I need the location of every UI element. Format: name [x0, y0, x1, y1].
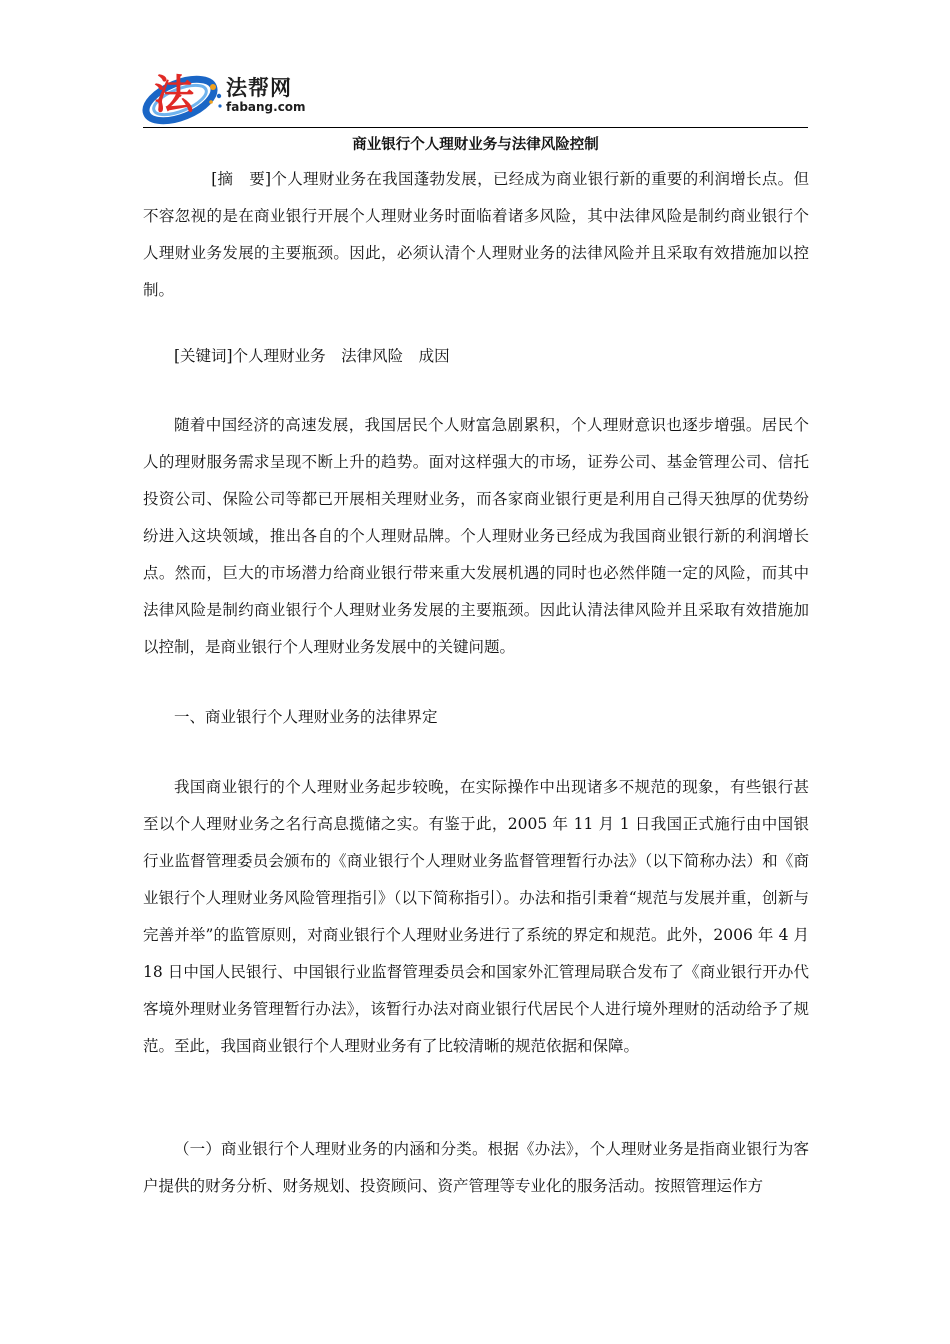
- keywords-paragraph: [关键词]个人理财业务 法律风险 成因: [174, 347, 450, 365]
- document-title: 商业银行个人理财业务与法律风险控制: [352, 137, 599, 153]
- subsection-paragraph: （一）商业银行个人理财业务的内涵和分类。根据《办法》，个人理财业务是指商业银行为客户提供的财务分析、财务规划、投资顾问、资产管理等专业化的服务活动。按照管理运作方: [143, 1140, 809, 1195]
- header-divider: [143, 127, 808, 128]
- svg-text:法: 法: [154, 71, 194, 118]
- intro-paragraph: 随着中国经济的高速发展，我国居民个人财富急剧累积，个人理财意识也逐步增强。居民个人的理财服务需求呈现不断上升的趋势。面对这样强大的市场，证券公司、基金管理公司、信托投资公司、保险公司等都已开展相关理财业务，而各家商业银行更是利用自己得天独厚的优势纷纷进入这块领域，推出各自的个人理财品牌。个人理财业务已经成为我国商业银行新的利润增长点。然而，巨大的市场潜力给商业银行带来重大发展机遇的同时也必然伴随一定的风险，而其中法律风险是制约商业银行个人理财业务发展的主要瓶颈。因此认清法律风险并且采取有效措施加以控制，是商业银行个人理财业务发展中的关键问题。: [143, 416, 809, 656]
- section-heading: 一、商业银行个人理财业务的法律界定: [174, 708, 438, 726]
- logo-domain: fabang.com: [226, 100, 306, 114]
- site-logo[interactable]: [140, 60, 320, 126]
- logo-emblem-icon: [140, 60, 228, 126]
- logo-text: 法帮网: [226, 76, 292, 100]
- section-body-paragraph: 我国商业银行的个人理财业务起步较晚，在实际操作中出现诸多不规范的现象，有些银行甚至以个人理财业务之名行高息揽储之实。有鉴于此，2005 年 11 月 1 日我国正式施行由中国银行业监督管理委员会颁布的《商业银行个人理财业务监督管理暂行办法》（以下简称办法）和《商业银行个人理财业务风险管理指引》（以下简称指引）。办法和指引秉着“规范与发展并重，创新与完善并举”的监管原则，对商业银行个人理财业务进行了系统的界定和规范。此外，2006 年 4 月 18 日中国人民银行、中国银行业监督管理委员会和国家外汇管理局联合发布了《商业银行开办代客境外理财业务管理暂行办法》，该暂行办法对商业银行代居民个人进行境外理财的活动给予了规范。至此，我国商业银行个人理财业务有了比较清晰的规范依据和保障。: [143, 778, 809, 1055]
- abstract-paragraph: [摘 要]个人理财业务在我国蓬勃发展，已经成为商业银行新的重要的利润增长点。但不容忽视的是在商业银行开展个人理财业务时面临着诸多风险，其中法律风险是制约商业银行个人理财业务发展的主要瓶颈。因此，必须认清个人理财业务的法律风险并且采取有效措施加以控制。: [143, 170, 809, 299]
